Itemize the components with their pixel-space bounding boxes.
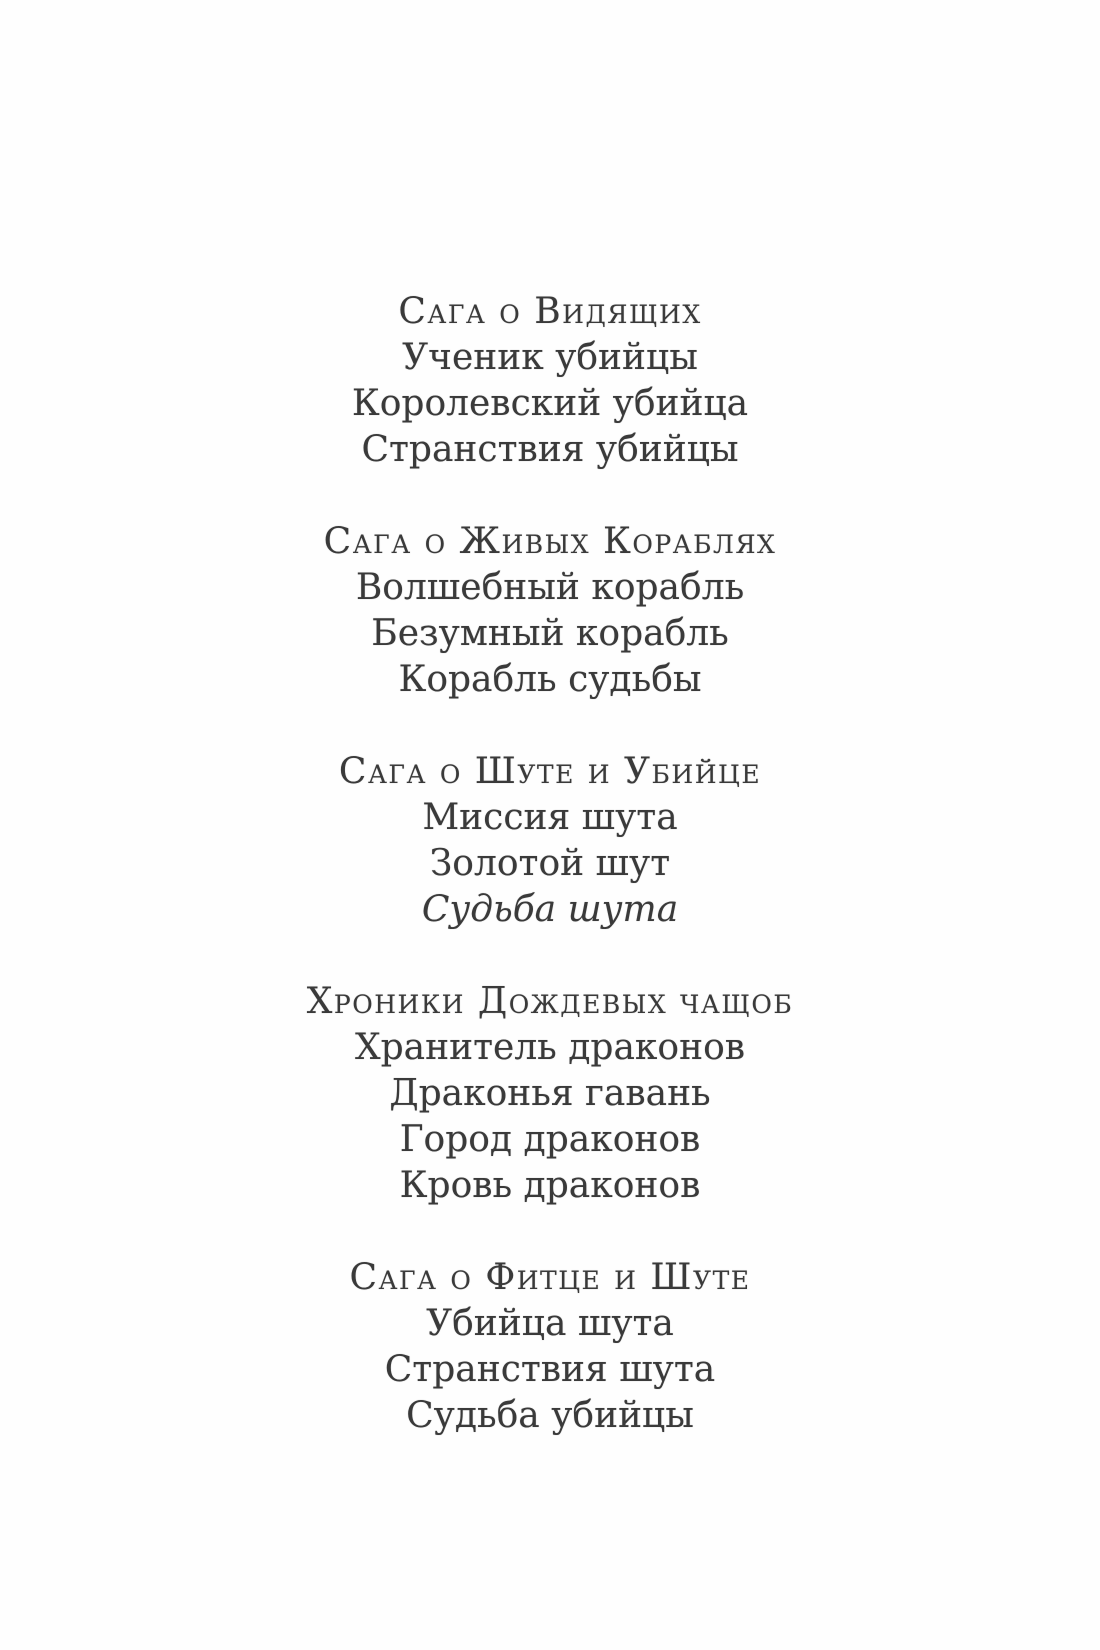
book-title: Хранитель драконов [354,1027,746,1068]
book-title: Королевский убийца [351,383,749,424]
series-heading: Сага о Видящих [398,291,702,332]
book-title: Судьба убийцы [406,1395,694,1436]
book-title: Город драконов [399,1119,701,1160]
book-title: Корабль судьбы [398,659,702,700]
book-title: Безумный корабль [371,613,729,654]
book-title: Ученик убийцы [402,337,698,378]
book-title: Странствия шута [384,1349,716,1390]
series-section-tawny-man [0,749,1100,933]
series-heading: Сага о Шуте и Убийце [338,751,762,792]
series-section-rain-wild [0,979,1100,1209]
book-title: Миссия шута [422,797,678,838]
series-section-farseer [0,289,1100,473]
series-heading: Хроники Дождевых чащоб [306,981,794,1022]
book-title: Кровь драконов [399,1165,701,1206]
book-title: Золотой шут [429,843,671,884]
series-heading: Сага о Живых Кораблях [323,521,777,562]
book-title: Убийца шута [426,1303,674,1344]
book-title: Драконья гавань [389,1073,711,1114]
series-heading: Сага о Фитце и Шуте [349,1257,751,1298]
book-title: Судьба шута [421,889,679,930]
series-section-fitz-and-fool [0,1255,1100,1439]
series-section-liveship [0,519,1100,703]
book-title: Волшебный корабль [355,567,745,608]
book-title: Странствия убийцы [361,429,739,470]
